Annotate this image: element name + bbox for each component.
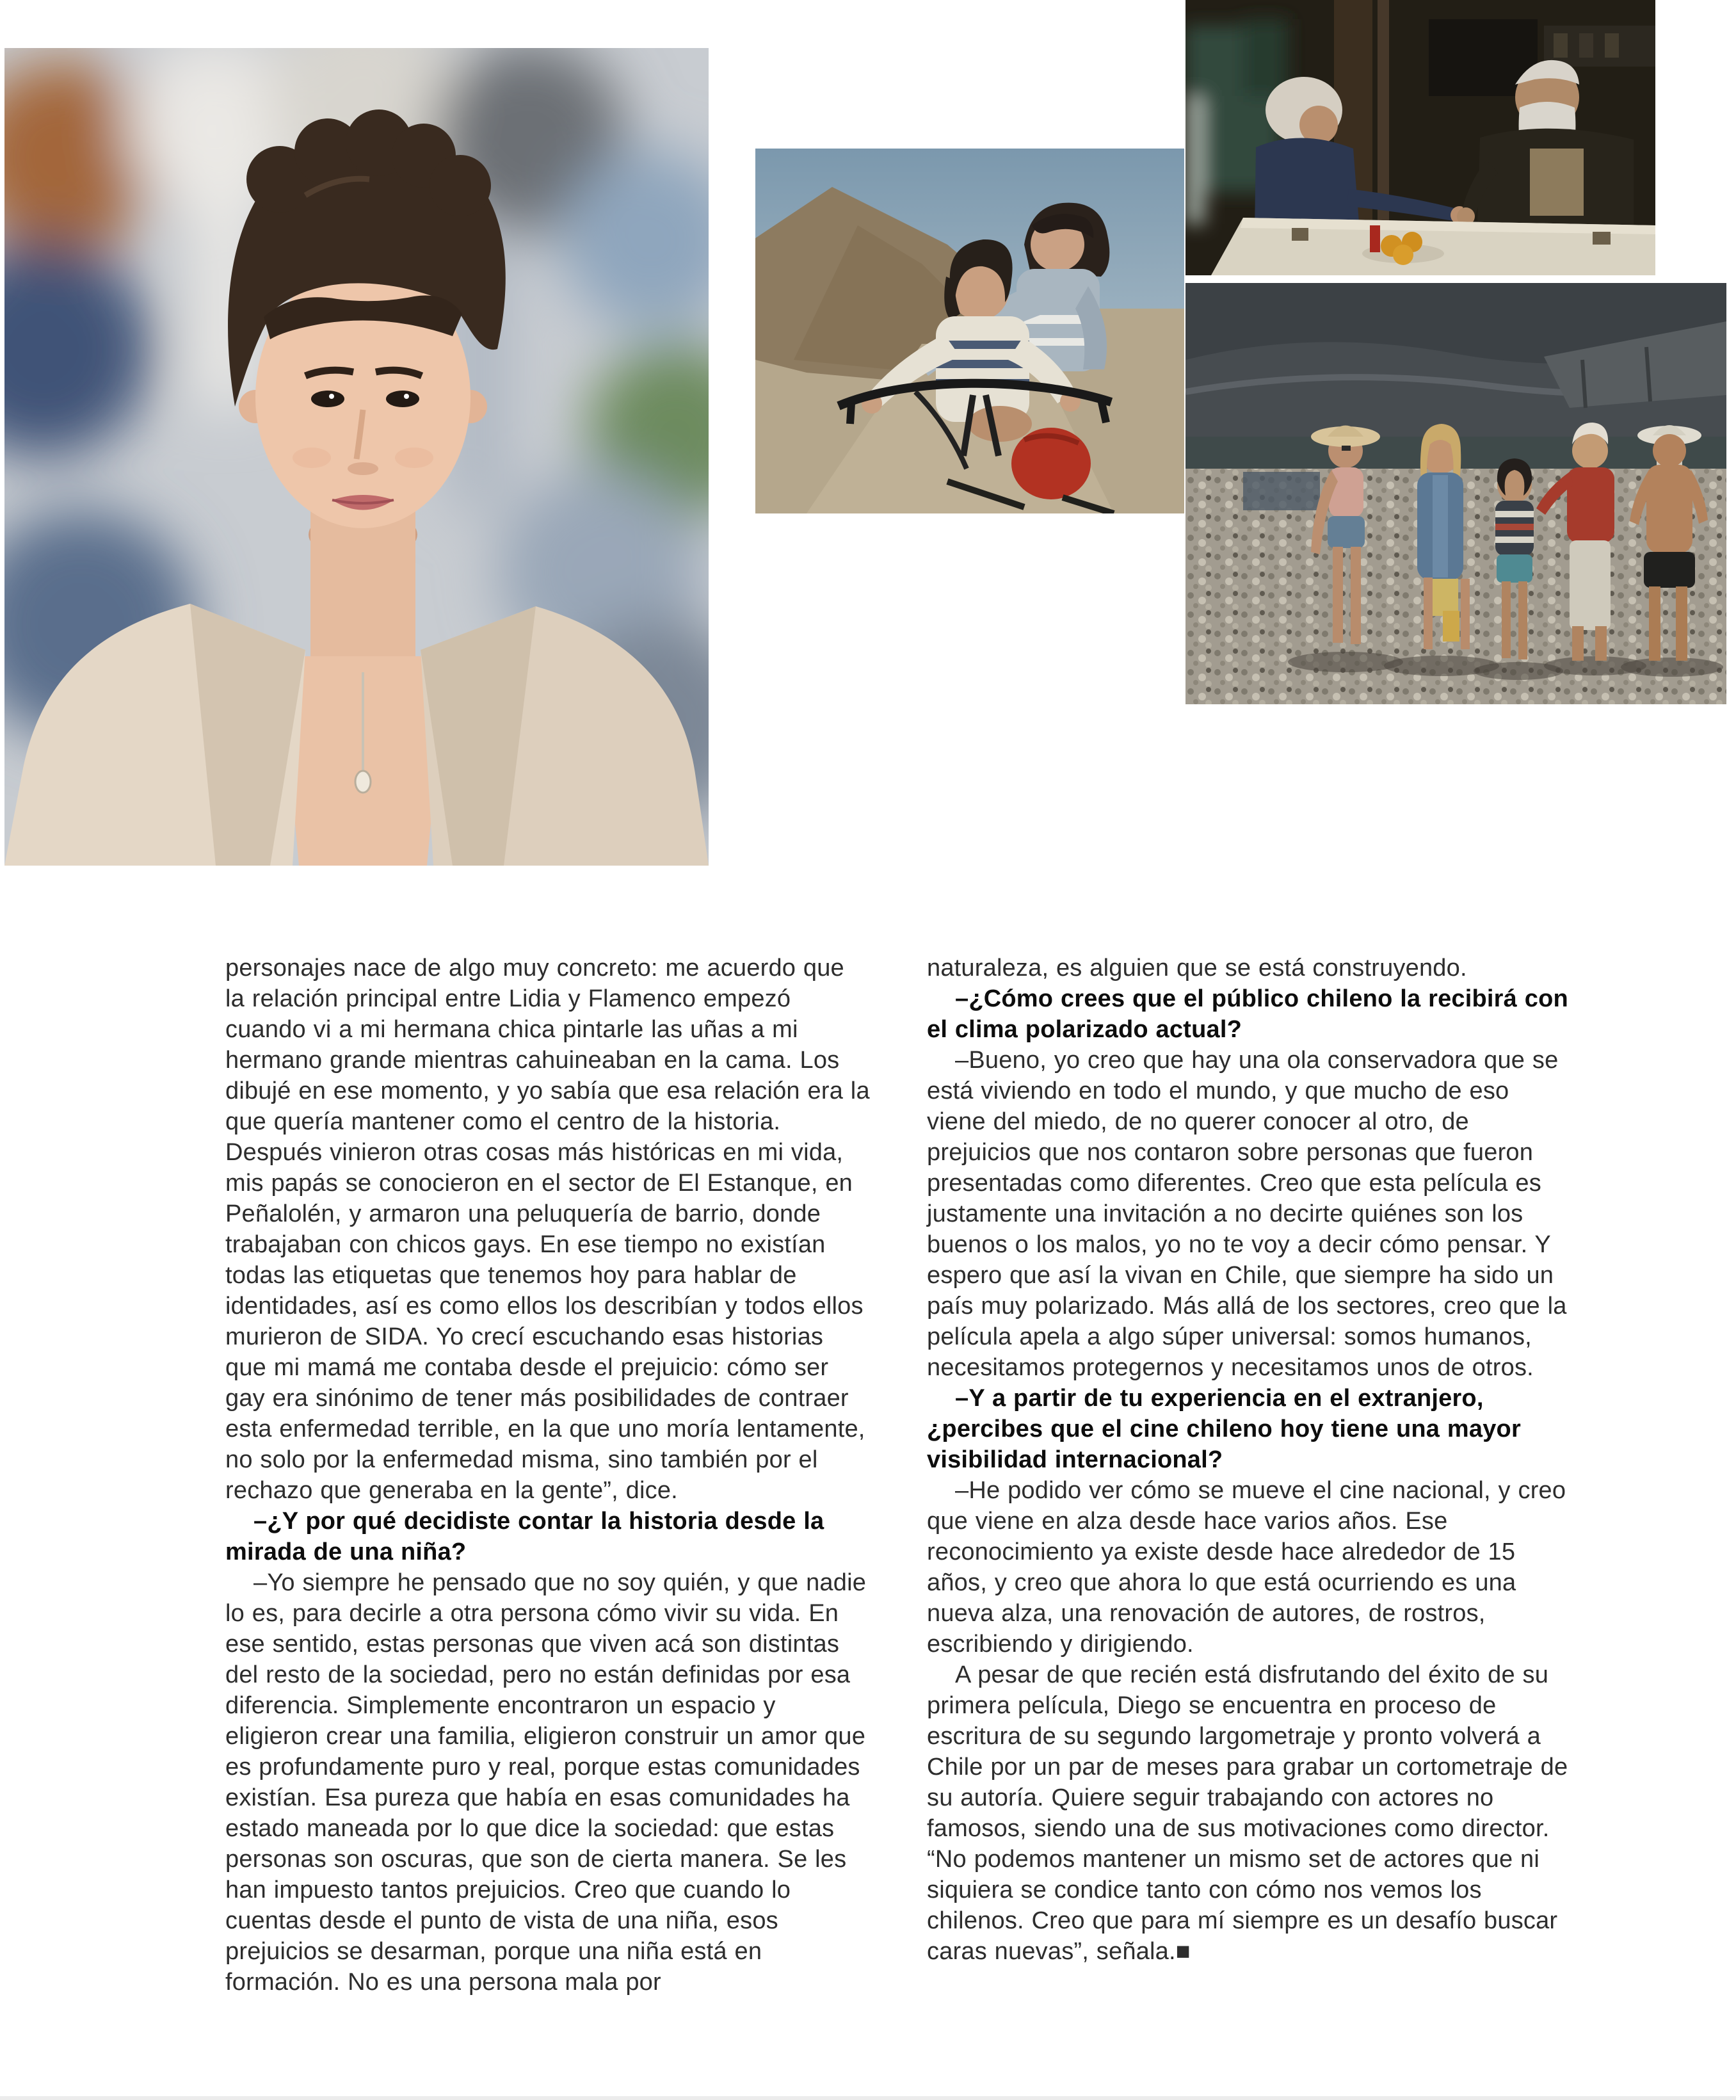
closing-paragraph: A pesar de que recién está disfrutando del éxito de su primera película, Diego se encuentra en proceso de escritura de su segundo largometraje y pronto volverá a Chile por un par de meses para grabar un cortometraje de su autoría. Quiere seguir trabajando con actores no famosos, siendo una de sus motivaciones como director. “No podemos mantener un mismo set de actores que ni siquiera se condice tanto con cómo nos vemos los chilenos. Creo que para mí siempre es un desafío buscar caras nuevas”, señala.■ (927, 1661, 1568, 1965)
bike-scene-photo (755, 149, 1184, 513)
interview-answer: –Bueno, yo creo que hay una ola conservadora que se está viviendo en todo el mundo, y que mucho de eso viene del miedo, de no querer conocer al otro, de prejuicios que nos contaron sobre personas que fueron presentadas como diferentes. Creo que esta película es justamente una invitación a no decirte quiénes son los buenos o los malos, yo no te voy a decir cómo pensar. Y espero que así la vivan en Chile, que siempre ha sido un país muy polarizado. Más allá de los sectores, creo que la película apela a algo súper universal: somos humanos, necesitamos protegernos y necesitamos unos de otros. (927, 1047, 1567, 1381)
interview-question: –¿Y por qué decidiste contar la historia desde la mirada de una niña? (225, 1508, 824, 1565)
bike-scene-art (755, 149, 1184, 513)
portrait-photo-art (4, 48, 709, 866)
article-column-left (225, 953, 871, 1998)
interview-answer: –Yo siempre he pensado que no soy quién, y que nadie lo es, para decirle a otra persona cómo vivir su vida. En ese sentido, estas personas que viven acá son distintas del resto de la sociedad, pero no están definidas por esa diferencia. Simplemente encontraron un espacio y eligieron crear una familia, eligieron construir un amor que es profundamente puro y real, porque estas comunidades existían. Esa pureza que había en esas comunidades ha estado maneada por lo que dice la sociedad: que estas personas son oscuras, que son de cierta manera. Se les han impuesto tantos prejuicios. Creo que cuando lo cuentas desde el punto de vista de una niña, esos prejuicios se desarman, porque una niña está en formación. No es una persona mala por (225, 1569, 867, 1996)
paragraph-continuation: personajes nace de algo muy concreto: me acuerdo que la relación principal entre Lidia y Flamenco empezó cuando vi a mi hermana chica pintarle las uñas a mi hermano grande mientras cahuineaban en la cama. Los dibujé en ese momento, y yo sabía que esa relación era la que quería mantener como el centro de la historia. Después vinieron otras cosas más históricas en mi vida, mis papás se conocieron en el sector de El Estanque, en Peñalolén, y armaron una peluquería de barrio, donde trabajaban con chicos gays. En ese tiempo no existían todas las etiquetas que tenemos hoy para hablar de identidades, así es como ellos los describían y todos ellos murieron de SIDA. Yo crecí escuchando esas historias que mi mamá me contaba desde el prejuicio: cómo ser gay era sinónimo de tener más posibilidades de contraer esta enfermedad terrible, en la que uno moría lentamente, no solo por la enfermedad misma, sino también por el rechazo que generaba en la gente”, dice. (225, 955, 870, 1504)
interview-question: –Y a partir de tu experiencia en el extranjero, ¿percibes que el cine chileno hoy tiene una mayor visibilidad internacional? (927, 1385, 1521, 1473)
page-bottom-edge (0, 2096, 1736, 2100)
portrait-photo (4, 48, 709, 866)
table-scene-photo (1185, 0, 1655, 275)
group-scene-photo (1185, 283, 1726, 704)
article-column-right (927, 953, 1572, 1967)
interview-question: –¿Cómo crees que el público chileno la recibirá con el clima polarizado actual? (927, 985, 1568, 1043)
group-scene-art (1185, 283, 1726, 704)
paragraph-continuation: naturaleza, es alguien que se está construyendo. (927, 955, 1467, 981)
interview-answer: –He podido ver cómo se mueve el cine nacional, y creo que viene en alza desde hace varios años. Ese reconocimiento ya existe desde hace alrededor de 15 años, y creo que ahora lo que está ocurriendo es una nueva alza, una renovación de autores, de rostros, escribiendo y dirigiendo. (927, 1477, 1566, 1658)
table-scene-art (1185, 0, 1655, 275)
